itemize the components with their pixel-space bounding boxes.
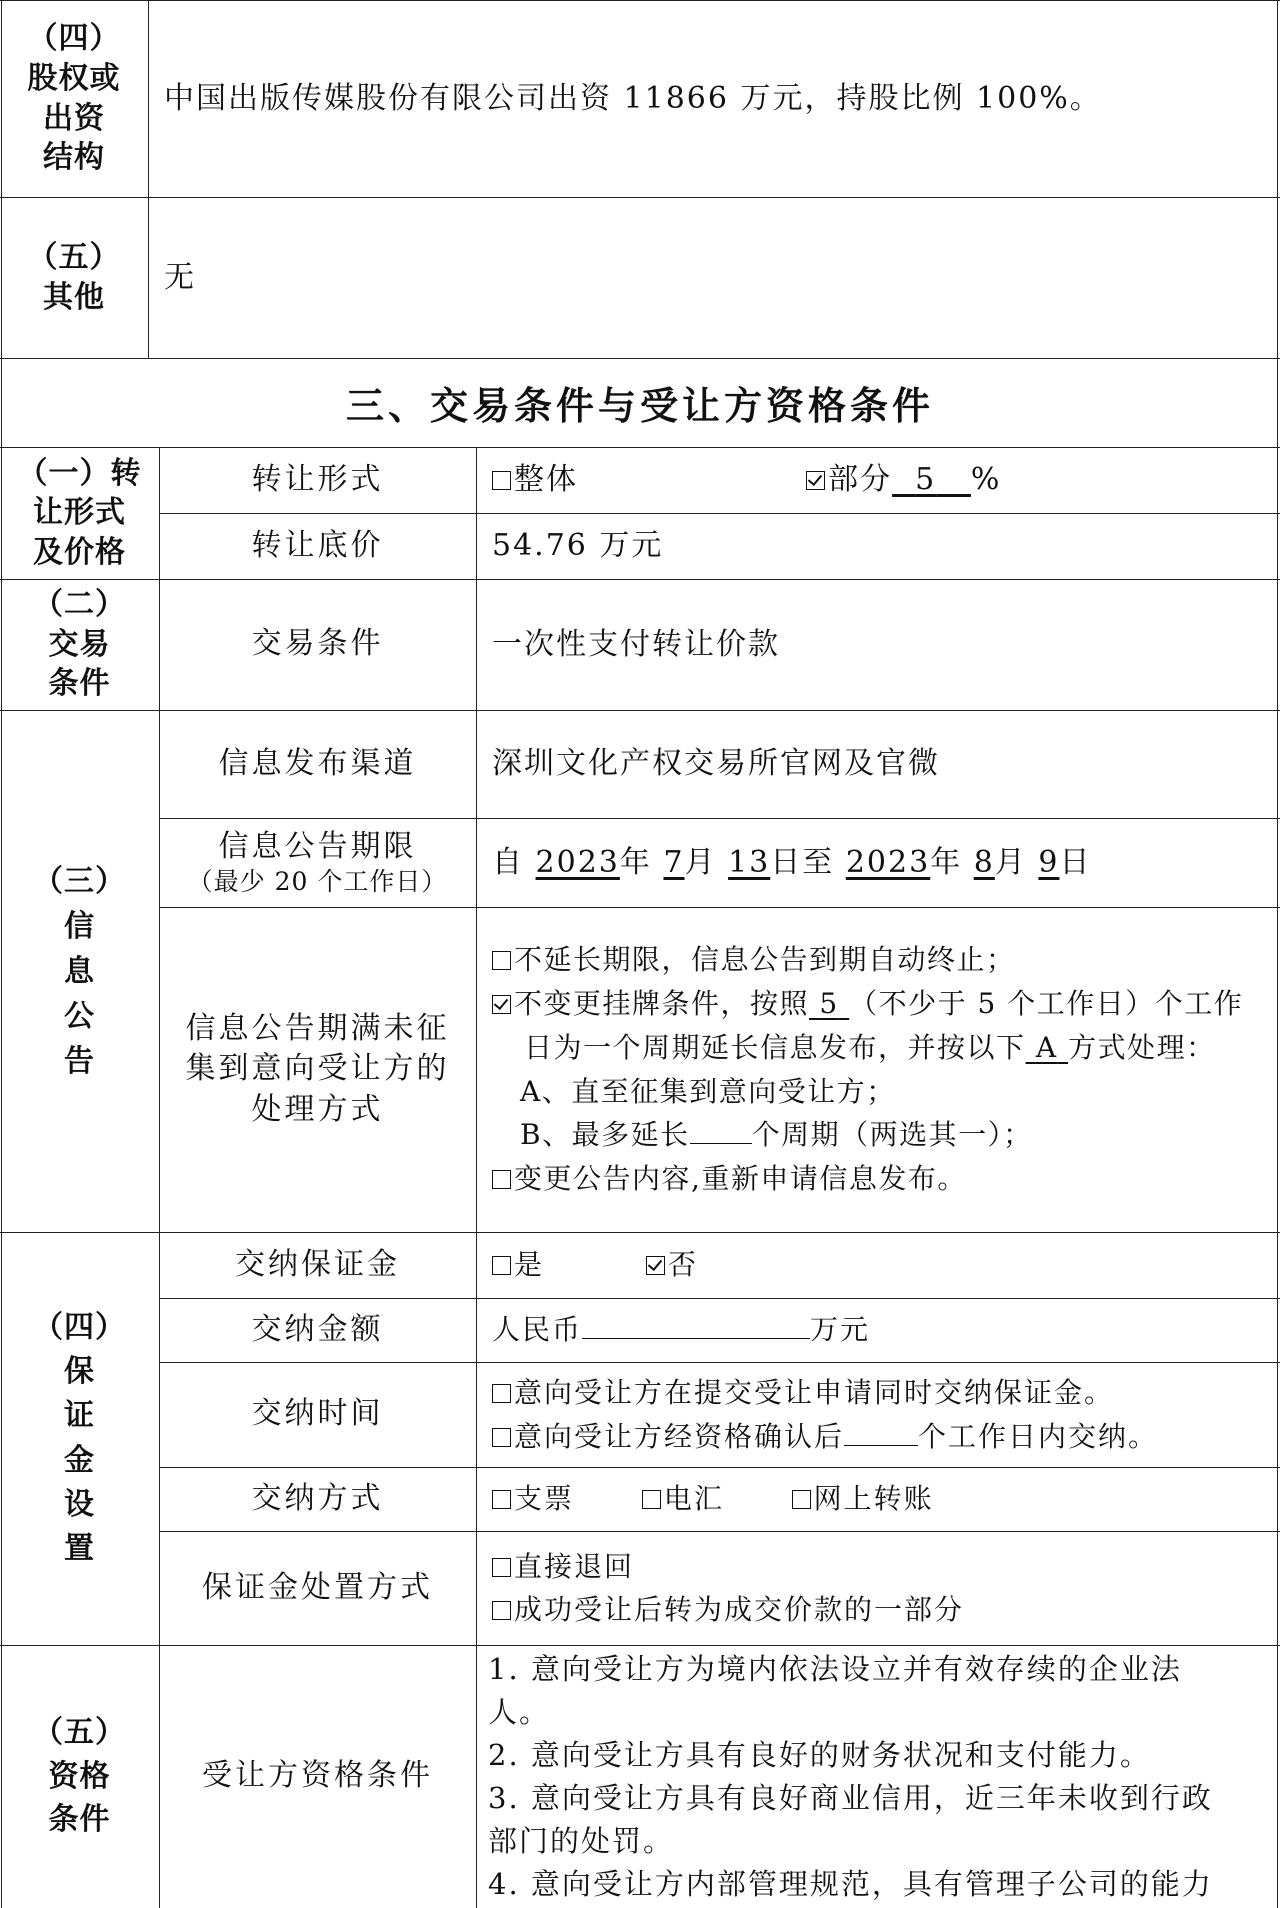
start-day: 13 <box>728 844 771 880</box>
transfer-form-price-label: （一）转 让形式 及价格 <box>17 455 142 570</box>
expiry-handling-options: 不延长期限，信息公告到期自动终止； 不变更挂牌条件，按照 5 （不少于 5 个工作日）个工作 日为一个周期延长信息发布，并按以下 A 方式处理： A、直至征集到意向受让方； B、最多延长 个周期（两选其一）； 变更公告内容,重新申请信息发布。 <box>476 907 1278 1232</box>
whole-checkbox[interactable] <box>492 471 511 490</box>
deposit-disposal-label: 保证金处置方式 <box>202 1569 433 1605</box>
list-item: 1. 意向受让方为境内依法设立并有效存续的企业法 <box>488 1652 1182 1686</box>
equity-structure-value: 中国出版传媒股份有限公司出资 11866 万元，持股比例 100%。 <box>164 80 1102 116</box>
end-month: 8 <box>973 844 995 880</box>
refund-checkbox[interactable] <box>492 1558 511 1577</box>
transfer-form-value: 整体 部分 5 % <box>476 447 1278 513</box>
equity-structure-label: （四） 股权或 出资 结构 <box>27 21 121 176</box>
channel-label: 信息发布渠道 <box>218 745 417 781</box>
trade-conditions-field-label: 交易条件 <box>251 626 384 662</box>
partial-checkbox[interactable] <box>806 471 825 490</box>
pay-deposit-label: 交纳保证金 <box>235 1246 400 1282</box>
floor-price-label: 转让底价 <box>251 527 384 563</box>
period-value: 自 2023年 7月 13日至 2023年 8月 9日 <box>492 844 1092 880</box>
extension-days: 5 <box>819 986 839 1020</box>
end-year: 2023 <box>845 844 931 880</box>
list-item: 人。 <box>488 1694 551 1729</box>
partial-percent-value: 5 <box>915 462 937 497</box>
period-label: 信息公告期限 （最少 20 个工作日） <box>187 828 448 896</box>
deposit-amount-blank[interactable] <box>582 1310 810 1339</box>
deposit-method-label: 交纳方式 <box>251 1480 384 1516</box>
list-item: 3. 意向受让方具有良好商业信用，近三年未收到行政 <box>488 1780 1213 1815</box>
time-option-2-checkbox[interactable] <box>492 1428 511 1447</box>
deposit-time-label: 交纳时间 <box>251 1396 384 1432</box>
trade-conditions-value: 一次性支付转让价款 <box>492 626 780 662</box>
change-content-checkbox[interactable] <box>492 1170 511 1189</box>
deposit-disposal-options: 直接退回 成功受让后转为成交价款的一部分 <box>476 1531 1278 1645</box>
wire-checkbox[interactable] <box>642 1490 661 1509</box>
transfer-form-label: 转让形式 <box>251 461 384 497</box>
floor-price-value: 54.76 万元 <box>492 528 664 563</box>
extend-checkbox[interactable] <box>492 995 511 1014</box>
convert-to-payment-checkbox[interactable] <box>492 1601 511 1620</box>
pay-deposit-value: 是 否 <box>476 1232 1278 1298</box>
time-option-1-checkbox[interactable] <box>492 1384 511 1403</box>
no-extension-checkbox[interactable] <box>492 951 511 970</box>
list-item: 部门的处罚。 <box>488 1823 675 1858</box>
other-value: 无 <box>164 259 196 295</box>
deposit-amount-value: 人民币 万元 <box>476 1298 1278 1362</box>
deposit-amount-label: 交纳金额 <box>251 1311 384 1347</box>
list-item: 4. 意向受让方内部管理规范，具有管理子公司的能力 <box>488 1866 1213 1901</box>
start-year: 2023 <box>535 844 620 880</box>
start-month: 7 <box>663 844 685 880</box>
deposit-time-options: 意向受让方在提交受让申请同时交纳保证金。 意向受让方经资格确认后 个工作日内交纳。 <box>476 1362 1278 1467</box>
qualification-field-label: 受让方资格条件 <box>202 1758 433 1794</box>
trade-conditions-label: （二） 交易 条件 <box>33 587 126 702</box>
end-day: 9 <box>1038 844 1060 880</box>
cheque-checkbox[interactable] <box>492 1490 511 1509</box>
list-item: 2. 意向受让方具有良好的财务状况和支付能力。 <box>488 1737 1151 1772</box>
online-transfer-checkbox[interactable] <box>792 1490 811 1509</box>
other-label: （五） 其他 <box>27 239 121 315</box>
extension-mode: A <box>1035 1030 1058 1064</box>
deposit-method-options: 支票 电汇 网上转账 <box>476 1467 1278 1531</box>
qualification-items <box>476 1648 1278 1908</box>
deposit-no-checkbox[interactable] <box>646 1256 665 1275</box>
deposit-settings-label: （四） 保 证 金 设 置 <box>33 1310 126 1566</box>
expiry-handling-label: 信息公告期满未征 集到意向受让方的 处理方式 <box>185 1010 450 1127</box>
section-title: 三、交易条件与受让方资格条件 <box>345 383 934 428</box>
qualification-label: （五） 资格 条件 <box>33 1715 126 1838</box>
deposit-yes-checkbox[interactable] <box>492 1256 511 1275</box>
announcement-label: （三） 信 息 公 告 <box>33 863 126 1079</box>
channel-value: 深圳文化产权交易所官网及官微 <box>492 746 940 781</box>
working-days-blank[interactable] <box>844 1417 918 1446</box>
max-cycles-blank[interactable] <box>690 1115 752 1144</box>
